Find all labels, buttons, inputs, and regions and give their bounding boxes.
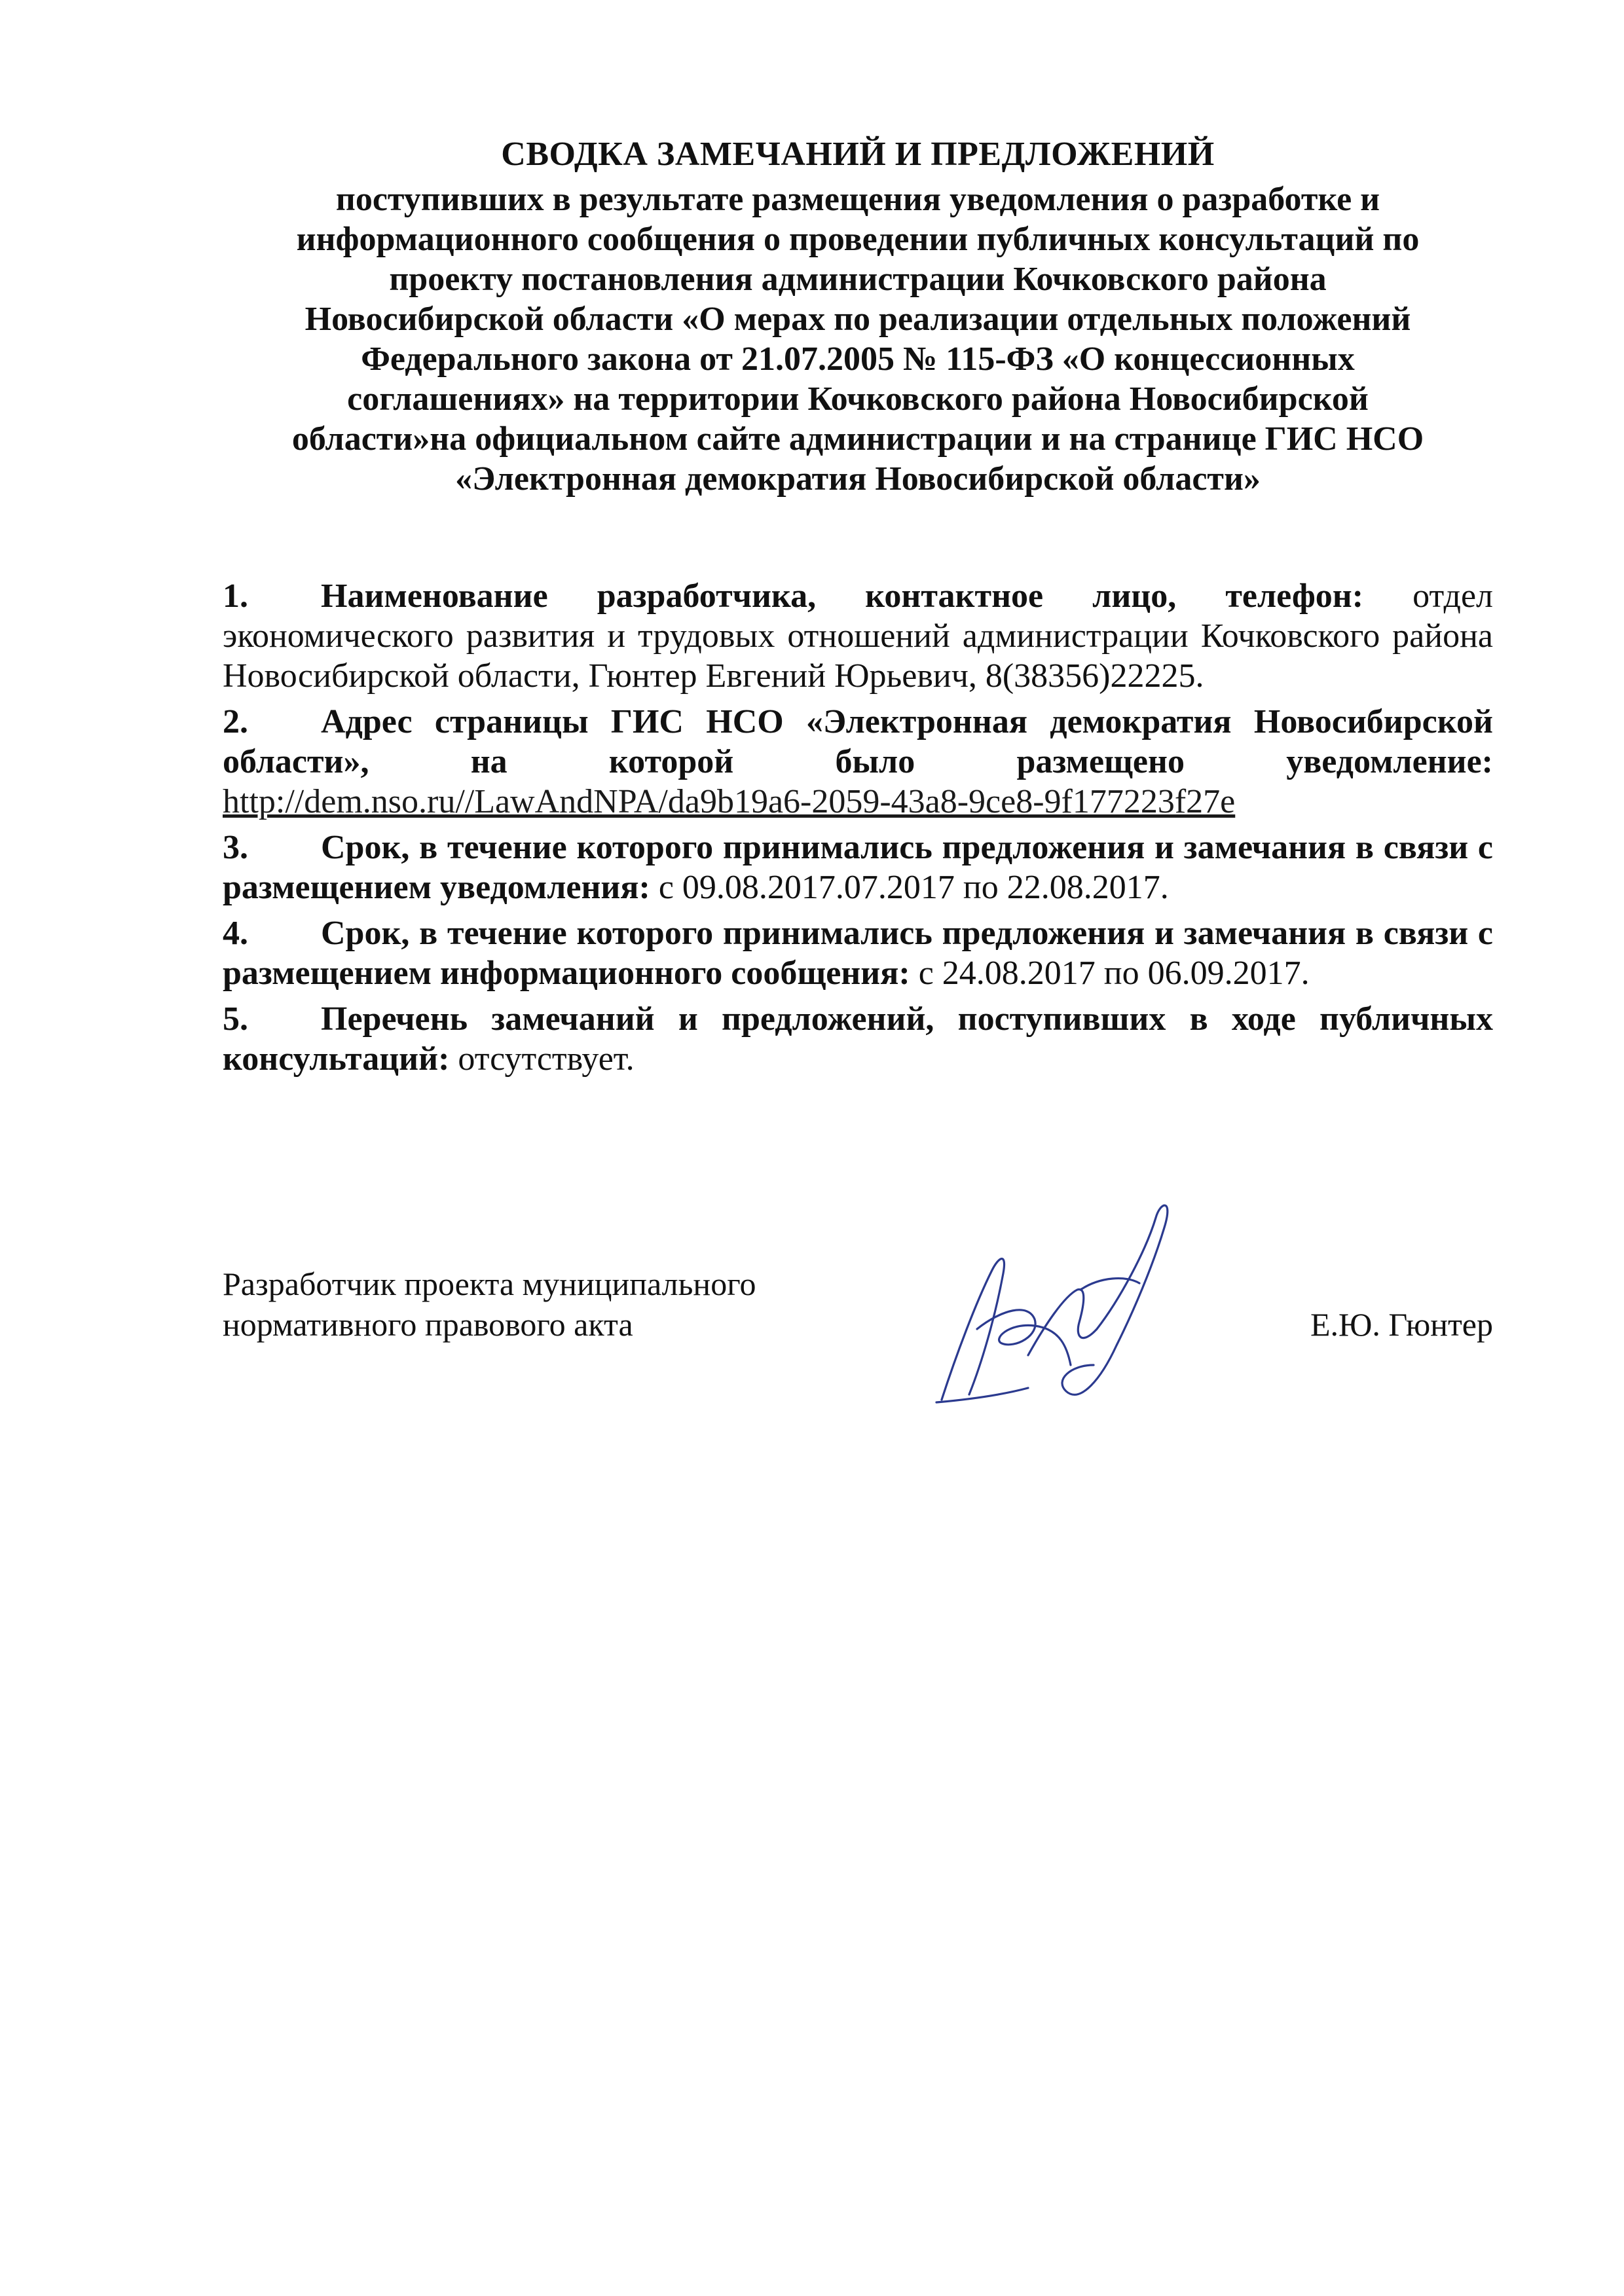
document-subtitle-line: «Электронная демократия Новосибирской области» [455, 460, 1261, 498]
document-subtitle-line: поступивших в результате размещения уведомления о разработке и [335, 181, 1380, 218]
list-item-notice-period [223, 828, 1493, 907]
document-subtitle-line: соглашениях» на территории Кочковского района Новосибирской [347, 380, 1369, 418]
signer-role-line: нормативного правового акта [223, 1306, 633, 1343]
item-value: отдел экономического развития и трудовых отношений администрации Кочковского района Новосибирской области, Гюнтер Евгений Юрьевич, 8(38356)22225. [223, 577, 1493, 695]
signer-name: Е.Ю. Гюнтер [1310, 1306, 1493, 1343]
document-subtitle-line: Федерального закона от 21.07.2005 № 115-ФЗ «О концессионных [361, 340, 1355, 378]
page-url-link[interactable]: http://dem.nso.ru//LawAndNPA/da9b19a6-2059-43a8-9ce8-9f177223f27e [223, 783, 1236, 820]
item-number: 3. [223, 829, 248, 866]
item-value: с 24.08.2017 по 06.09.2017. [910, 955, 1310, 992]
item-label: Срок, в течение которого принимались предложения и замечания в связи с размещением уведомления: [223, 829, 1493, 906]
document-subtitle-line: проекту постановления администрации Кочковского района [389, 261, 1327, 298]
signer-role [223, 1264, 943, 1345]
item-value: отсутствует. [449, 1040, 635, 1078]
document-title: СВОДКА ЗАМЕЧАНИЙ И ПРЕДЛОЖЕНИЙ [501, 136, 1215, 173]
document-subtitle-line: информационного сообщения о проведении публичных консультаций по [296, 221, 1420, 258]
list-item-message-period [223, 913, 1493, 993]
item-label: Перечень замечаний и предложений, поступивших в ходе публичных консультаций: [223, 1000, 1493, 1078]
handwritten-signature [930, 1192, 1179, 1414]
list-item-address [223, 702, 1493, 822]
document-items-list [223, 576, 1493, 1085]
item-value: с 09.08.2017.07.2017 по 22.08.2017. [650, 869, 1169, 906]
list-item-remarks [223, 999, 1493, 1079]
signer-role-line: Разработчик проекта муниципального [223, 1266, 756, 1302]
list-item-developer [223, 576, 1493, 696]
document-subtitle-line: Новосибирской области «О мерах по реализации отдельных положений [304, 301, 1411, 338]
item-label: Наименование разработчика, контактное лицо, телефон: [321, 577, 1364, 615]
item-number: 4. [223, 915, 248, 952]
item-label: Срок, в течение которого принимались предложения и замечания в связи с размещением информационного сообщения: [223, 915, 1493, 992]
item-number: 2. [223, 703, 248, 740]
document-header [223, 131, 1493, 499]
item-number: 1. [223, 577, 248, 615]
item-number: 5. [223, 1000, 248, 1038]
document-subtitle-line: области»на официальном сайте администрации и на странице ГИС НСО [291, 420, 1424, 458]
item-label: Адрес страницы ГИС НСО «Электронная демократия Новосибирской области», на которой было размещено уведомление: [223, 703, 1493, 780]
